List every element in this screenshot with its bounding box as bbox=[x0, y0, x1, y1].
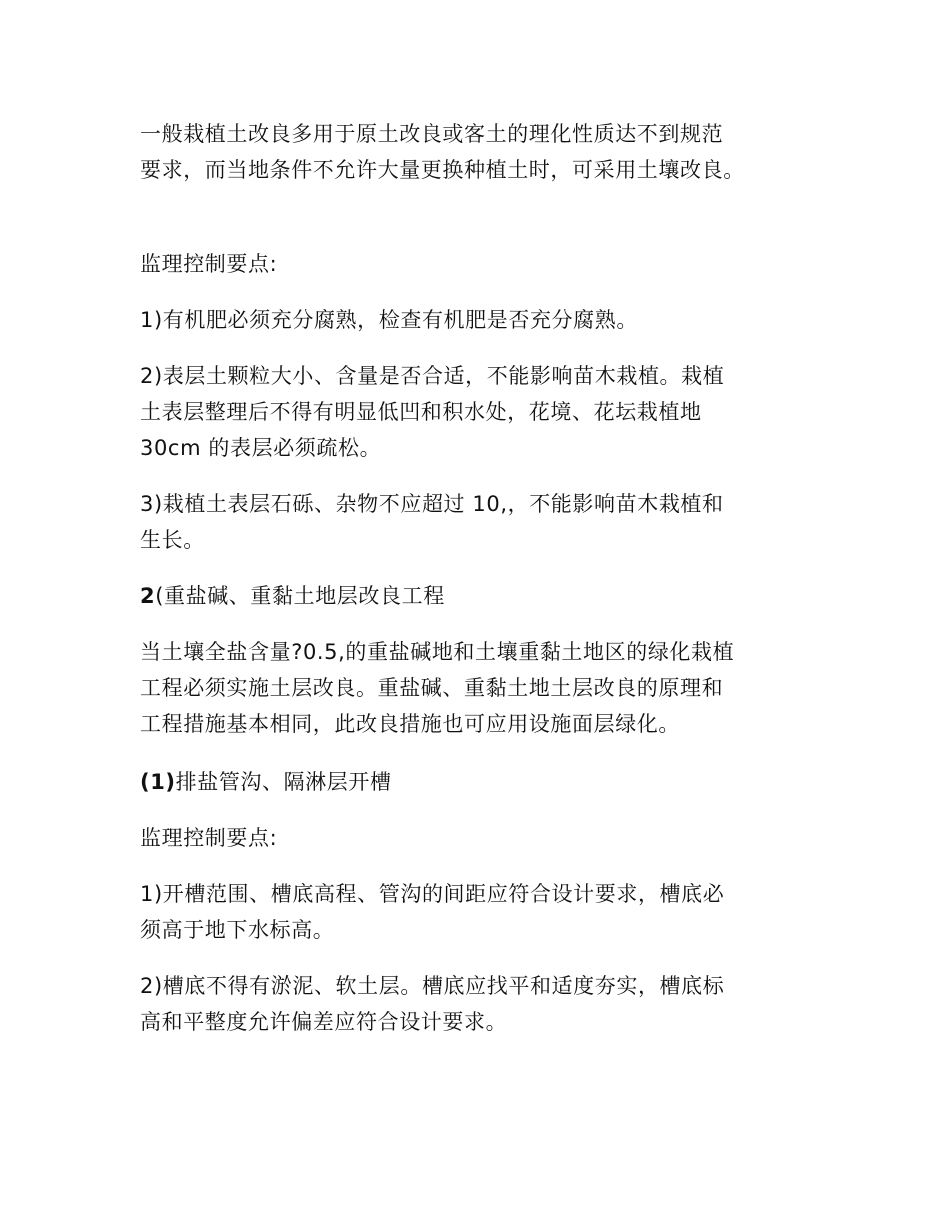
paragraph-saline-clay-intro bbox=[140, 634, 820, 742]
text-line: 高和平整度允许偏差应符合设计要求。 bbox=[140, 1010, 508, 1034]
text-line: 一般栽植土改良多用于原土改良或客土的理化性质达不到规范 bbox=[140, 122, 724, 146]
paragraph-trench-point-2 bbox=[140, 968, 820, 1040]
paragraph-control-points-heading-2 bbox=[140, 820, 820, 856]
text-line: 工程措施基本相同，此改良措施也可应用设施面层绿化。 bbox=[140, 712, 680, 736]
text-line: 要求，而当地条件不允许大量更换种植土时，可采用土壤改良。 bbox=[140, 158, 745, 182]
text-line: 1)开槽范围、槽底高程、管沟的间距应符合设计要求，槽底必 bbox=[140, 882, 725, 906]
text-line: 当土壤全盐含量?0.5,的重盐碱地和土壤重黏土地区的绿化栽植 bbox=[140, 640, 735, 664]
paragraph-point-1 bbox=[140, 302, 820, 338]
text-line: 2)槽底不得有淤泥、软土层。槽底应找平和适度夯实，槽底标 bbox=[140, 974, 725, 998]
section-number: 2 bbox=[140, 584, 156, 608]
paragraph-trench-point-1 bbox=[140, 876, 820, 948]
subsection-title: 排盐管沟、隔淋层开槽 bbox=[175, 770, 392, 794]
paragraph-control-points-heading bbox=[140, 246, 820, 282]
text-line: 工程必须实施土层改良。重盐碱、重黏土地土层改良的原理和 bbox=[140, 676, 724, 700]
text-line: 1)有机肥必须充分腐熟，检查有机肥是否充分腐熟。 bbox=[140, 308, 638, 332]
paragraph-point-3 bbox=[140, 486, 820, 558]
text-line: 须高于地下水标高。 bbox=[140, 918, 335, 942]
text-line: 2)表层土颗粒大小、含量是否合适，不能影响苗木栽植。栽植 bbox=[140, 364, 725, 388]
text-line: 土表层整理后不得有明显低凹和积水处，花境、花坛栽植地 bbox=[140, 400, 702, 424]
subsection-heading-trenching bbox=[140, 764, 820, 800]
text-line: 3)栽植土表层石砾、杂物不应超过 10,，不能影响苗木栽植和 bbox=[140, 492, 724, 516]
text-line: 生长。 bbox=[140, 528, 205, 552]
subsection-number: (1) bbox=[140, 770, 176, 794]
text-line: 30cm 的表层必须疏松。 bbox=[140, 436, 382, 460]
section-title: (重盐碱、重黏土地层改良工程 bbox=[155, 584, 445, 608]
text-line: 监理控制要点: bbox=[140, 252, 278, 276]
text-line: 监理控制要点: bbox=[140, 826, 278, 850]
section-heading-saline-clay bbox=[140, 578, 820, 614]
paragraph-point-2 bbox=[140, 358, 820, 466]
paragraph-soil-improvement-intro bbox=[140, 116, 820, 188]
